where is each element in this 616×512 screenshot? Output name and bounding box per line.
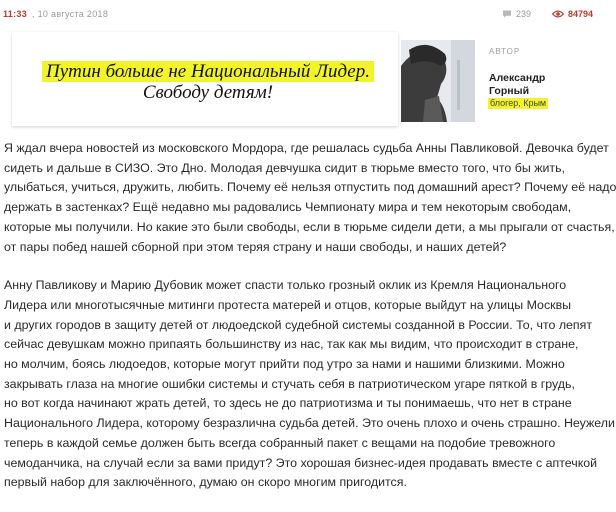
paragraph-2 — [4, 276, 615, 493]
paragraph-line: первый набор для заключённого, думаю он скоро многим пригодится. — [4, 475, 407, 490]
author-name[interactable] — [489, 72, 579, 98]
author-last-name: Горный — [489, 85, 530, 97]
article-body — [4, 139, 616, 512]
paragraph-line: сидеть и дальше в СИЗО. Это Дно. Молодая девчушка сидит в тюрьме вместо того, что бы жить, — [4, 160, 565, 175]
author-label: АВТОР — [489, 47, 521, 56]
paragraph-line: которые мы получили. Но какие это были свободы, если в тюрьме сидели дети, а мы прыгали от счастья, — [4, 219, 615, 234]
comments-counter[interactable] — [502, 7, 531, 21]
views-counter — [552, 7, 593, 21]
paragraph-line: теперь в каждой семье должен быть всегда собранный пакет с вещами на подобие тревожного — [4, 435, 556, 450]
comment-bubble-icon — [502, 9, 512, 19]
paragraph-1 — [4, 139, 616, 257]
paragraph-line: Я ждал вчера новостей из московского Мордора, где решалась судьба Анны Павликовой. Девочка будет — [4, 141, 609, 155]
paragraph-line: Анну Павликову и Марию Дубовик может спасти только грозный оклик из Кремля Национального — [4, 278, 567, 293]
headline-line-2: Свободу детям! — [142, 82, 274, 103]
author-silhouette — [401, 40, 475, 122]
paragraph-line: чемоданчика, на случай если за вами придут? Это хорошая бизнес-идея продавать вместе с аптечкой — [4, 455, 598, 470]
paragraph-line: но вот когда начинают жрать детей, то здесь не до патриотизма и ты понимаешь, что нет в стране — [4, 396, 572, 411]
views-count: 84794 — [568, 9, 594, 19]
eye-icon — [552, 9, 564, 19]
paragraph-line: держать в застенках? Ещё недавно мы радовались Чемпионату мира и тем некоторым свободам, — [4, 200, 572, 215]
author-role: блогер, Крым — [490, 98, 547, 108]
article-headline — [38, 61, 378, 103]
author-photo[interactable] — [401, 40, 475, 122]
paragraph-line: Национального Лидера, которому безразлична судьба детей. Это очень плохо и очень страшно. Неужели — [4, 416, 615, 431]
paragraph-line: но молчим, боясь людоедов, которые могут прийти под утро за нами и нашими близкими. Можно — [4, 357, 565, 372]
comments-count: 239 — [516, 9, 532, 19]
author-first-name: Александр — [489, 72, 546, 84]
paragraph-line: от пары побед нашей сборной при этом теряя страну и наши свободы, и наших детей? — [4, 239, 507, 254]
article-meta-bar — [0, 0, 610, 30]
paragraph-line: закрывать глаза на многие ошибки системы и стучать себя в патриотическом угаре пяткой в грудь, — [4, 376, 575, 391]
publish-date: , 10 августа 2018 — [32, 9, 109, 19]
paragraph-line: сейчас девушкам можно припаять большинству из нас, так как мы видим, что происходит в стране, — [4, 337, 579, 352]
paragraph-line: улыбаться, учиться, дружить, любить. Почему её нельзя отпустить под домашний арест? Почему её надо — [4, 180, 616, 195]
headline-line-1: Путин больше не Национальный Лидер. — [42, 61, 374, 82]
headline-banner — [12, 32, 398, 126]
paragraph-line: и других городов в защиту детей от людоедской судебной системы созданной в России. То, что лепят — [4, 317, 593, 332]
paragraph-line: Лидера или многотысячные митинги протеста матерей и отцов, которые выйдут на улицы Москвы — [4, 297, 572, 312]
publish-time: 11:33 — [3, 9, 28, 19]
